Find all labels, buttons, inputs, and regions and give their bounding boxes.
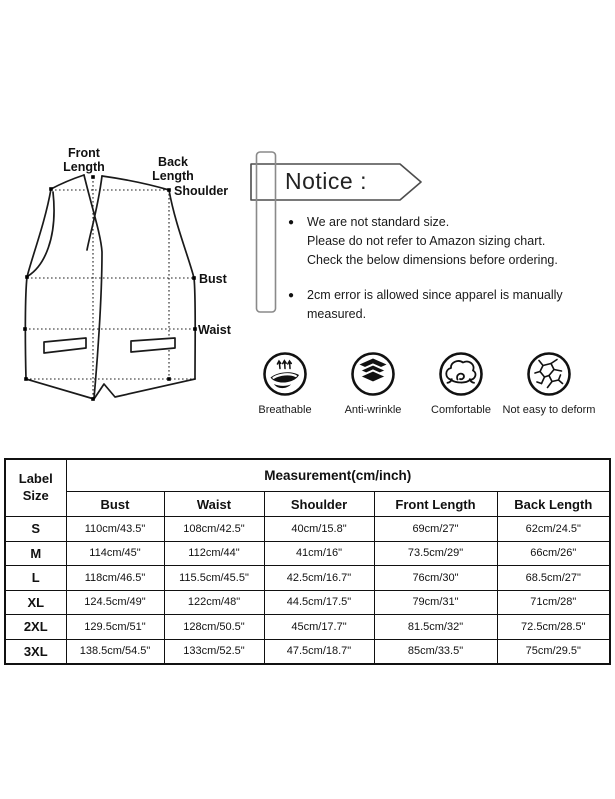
- notice-section: [248, 140, 615, 345]
- feature-label-anti-wrinkle: Anti-wrinkle: [344, 404, 402, 416]
- bust-cell: 129.5cm/51": [66, 615, 164, 640]
- size-cell: M: [5, 541, 66, 566]
- feature-anti-wrinkle: [329, 351, 417, 416]
- feature-comfortable: [417, 351, 505, 416]
- feature-label-breathable: Breathable: [258, 404, 312, 416]
- waist-cell: 112cm/44": [164, 541, 264, 566]
- front-length-cell: 85cm/33.5": [374, 639, 497, 664]
- bust-label: Bust: [199, 272, 227, 286]
- notice-bullet-1-line-3: Check the below dimensions before ordering.: [307, 253, 558, 267]
- back-length-cell: 68.5cm/27": [497, 566, 610, 591]
- waist-cell: 122cm/48": [164, 590, 264, 615]
- front-length-cell: 76cm/30": [374, 566, 497, 591]
- table-row-xl: [5, 590, 610, 615]
- table-row-2xl: [5, 615, 610, 640]
- column-header-front-length: Front Length: [374, 492, 497, 517]
- shoulder-label: Shoulder: [174, 184, 229, 198]
- bullet-dot-icon: ●: [288, 290, 295, 301]
- notice-bullet-list: [288, 213, 603, 340]
- size-table: [4, 458, 611, 665]
- feature-icons-row: [241, 351, 596, 416]
- shoulder-cell: 47.5cm/18.7": [264, 639, 374, 664]
- front-length-cell: 73.5cm/29": [374, 541, 497, 566]
- vest-outline: [25, 175, 195, 399]
- corner-line-1: Label: [18, 471, 53, 487]
- shoulder-cell: 42.5cm/16.7": [264, 566, 374, 591]
- back-length-cell: 62cm/24.5": [497, 517, 610, 542]
- column-header-back-length: Back Length: [497, 492, 610, 517]
- size-cell: XL: [5, 590, 66, 615]
- table-row-l: [5, 566, 610, 591]
- bust-cell: 138.5cm/54.5": [66, 639, 164, 664]
- size-cell: L: [5, 566, 66, 591]
- shoulder-cell: 41cm/16": [264, 541, 374, 566]
- table-row-m: [5, 541, 610, 566]
- waist-cell: 115.5cm/45.5": [164, 566, 264, 591]
- anti-wrinkle-icon: [350, 351, 396, 397]
- back-length-cell: 71cm/28": [497, 590, 610, 615]
- right-pocket: [131, 338, 175, 352]
- column-header-waist: Waist: [164, 492, 264, 517]
- measurement-dashed-lines: [25, 177, 195, 399]
- notice-post: [257, 152, 276, 312]
- table-row-3xl: [5, 639, 610, 664]
- breathable-icon: [262, 351, 308, 397]
- notice-bullet-2-line-1: 2cm error is allowed since apparel is manually: [307, 288, 563, 302]
- left-pocket: [44, 338, 86, 353]
- feature-breathable: [241, 351, 329, 416]
- front-length-cell: 81.5cm/32": [374, 615, 497, 640]
- front-length-label: Front: [68, 146, 100, 160]
- measurement-group-header: Measurement(cm/inch): [66, 459, 610, 492]
- notice-bullet-2-line-2: measured.: [307, 307, 367, 321]
- not-easy-to-deform-icon: [526, 351, 572, 397]
- size-table-section: [4, 458, 611, 665]
- column-header-bust: Bust: [66, 492, 164, 517]
- notice-bullet-1: [288, 213, 603, 270]
- shoulder-cell: 45cm/17.7": [264, 615, 374, 640]
- corner-line-2: Size: [22, 488, 49, 503]
- back-length-label: Back: [158, 155, 188, 169]
- feature-label-comfortable: Comfortable: [431, 404, 491, 416]
- feature-not-easy-to-deform: [502, 351, 596, 416]
- size-cell: S: [5, 517, 66, 542]
- notice-bullet-2: [288, 286, 603, 324]
- bust-cell: 124.5cm/49": [66, 590, 164, 615]
- shoulder-cell: 40cm/15.8": [264, 517, 374, 542]
- column-header-shoulder: Shoulder: [264, 492, 374, 517]
- vest-diagram: [2, 140, 242, 420]
- waist-cell: 108cm/42.5": [164, 517, 264, 542]
- bullet-dot-icon: ●: [288, 217, 295, 228]
- size-cell: 2XL: [5, 615, 66, 640]
- feature-label-not-easy-to-deform: Not easy to deform: [502, 404, 596, 416]
- notice-bullet-1-line-2: Please do not refer to Amazon sizing chart.: [307, 234, 546, 248]
- table-corner-header: [5, 459, 66, 517]
- notice-title: Notice :: [285, 168, 367, 194]
- front-length-cell: 69cm/27": [374, 517, 497, 542]
- bust-cell: 114cm/45": [66, 541, 164, 566]
- comfortable-icon: [438, 351, 484, 397]
- size-cell: 3XL: [5, 639, 66, 664]
- back-length-cell: 66cm/26": [497, 541, 610, 566]
- measurement-point-markers: [23, 175, 197, 401]
- waist-label: Waist: [198, 323, 231, 337]
- table-row-s: [5, 517, 610, 542]
- shoulder-cell: 44.5cm/17.5": [264, 590, 374, 615]
- back-length-cell: 72.5cm/28.5": [497, 615, 610, 640]
- back-length-cell: 75cm/29.5": [497, 639, 610, 664]
- front-length-label-line2: Length: [63, 160, 105, 174]
- bust-cell: 118cm/46.5": [66, 566, 164, 591]
- waist-cell: 133cm/52.5": [164, 639, 264, 664]
- waist-cell: 128cm/50.5": [164, 615, 264, 640]
- back-length-label-line2: Length: [152, 169, 194, 183]
- notice-bullet-1-line-1: We are not standard size.: [307, 215, 450, 229]
- front-length-cell: 79cm/31": [374, 590, 497, 615]
- bust-cell: 110cm/43.5": [66, 517, 164, 542]
